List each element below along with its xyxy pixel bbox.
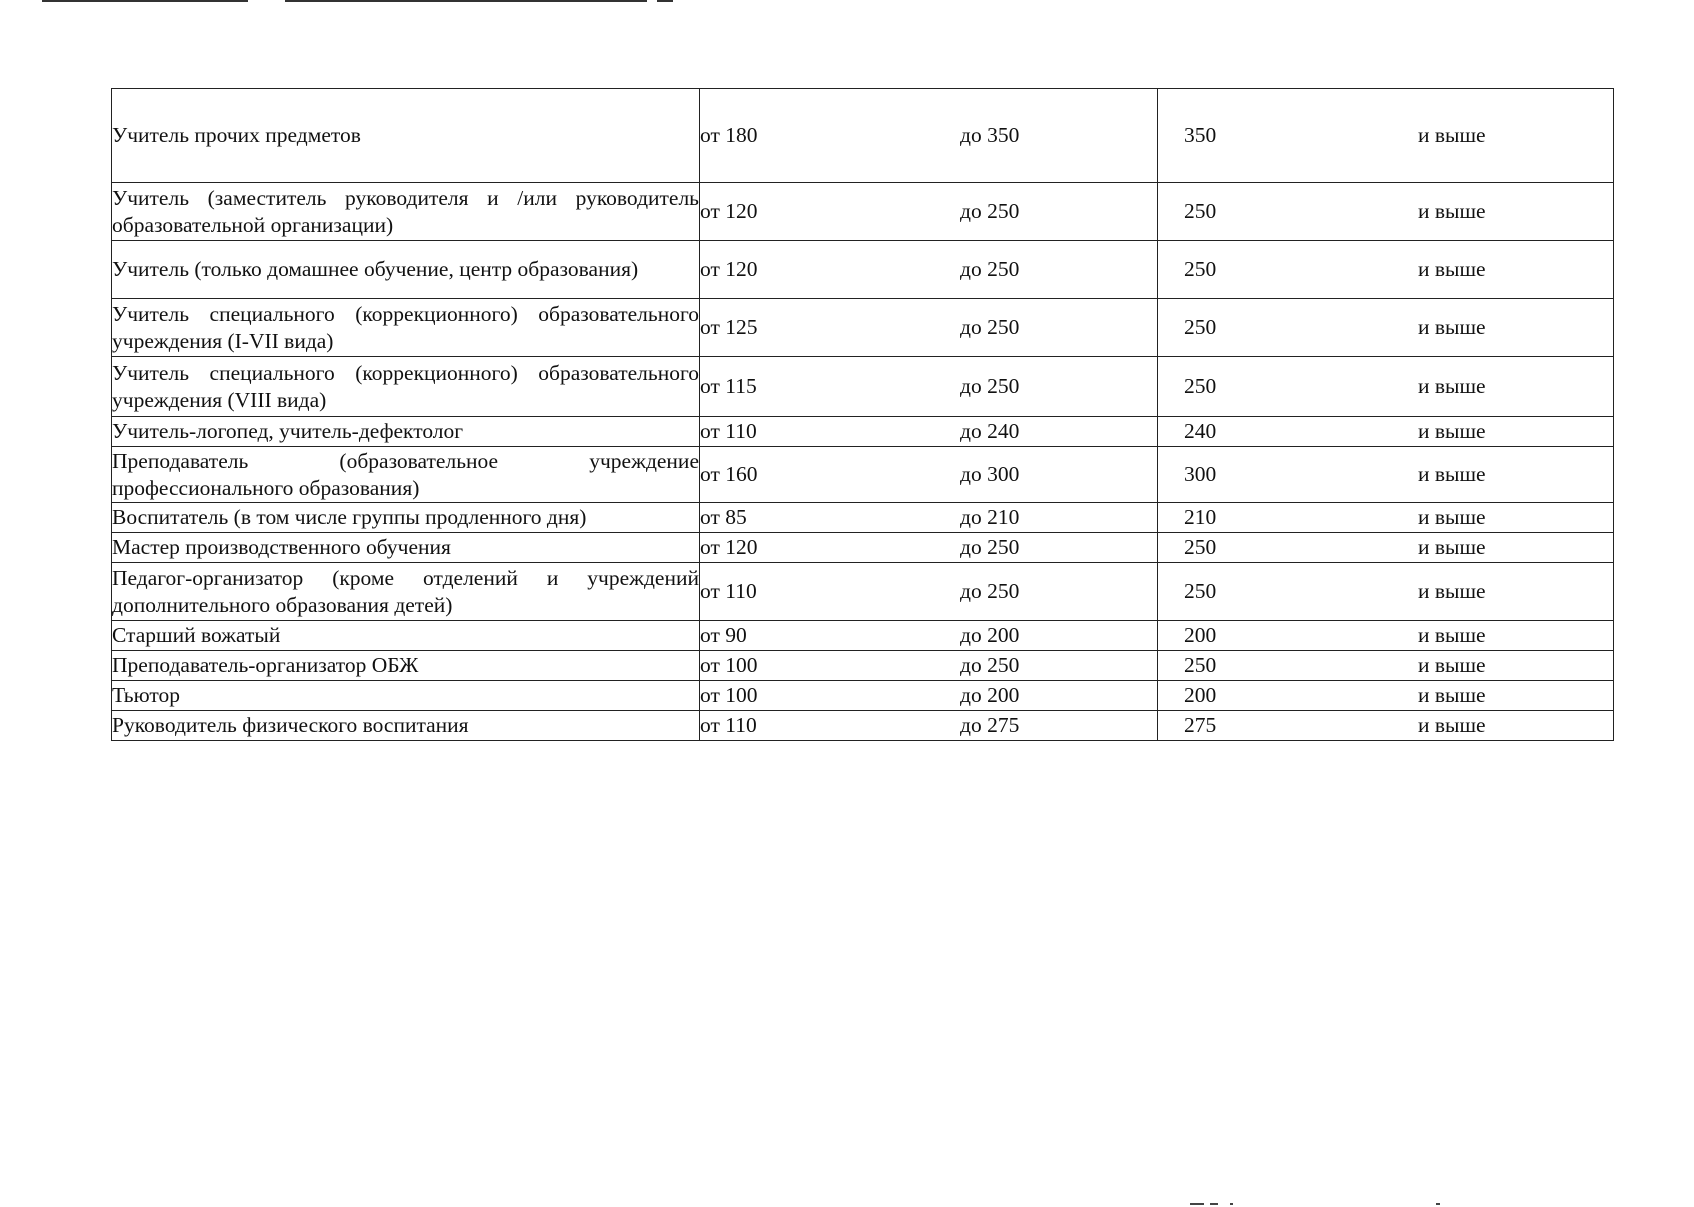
position-name-cell [112,417,700,447]
position-name: Учитель-логопед, учитель-дефектолог [112,419,464,443]
position-name-cell [112,711,700,741]
salary-upto: до 200 [960,683,1020,707]
salary-range-cell [700,681,1158,711]
table-row [112,357,1614,417]
salary-and-higher: и выше [1418,683,1486,707]
salary-table [111,88,1614,741]
salary-high-cell [1158,299,1614,357]
salary-from: от 180 [700,123,758,147]
salary-range-cell [700,447,1158,503]
position-name-cell [112,681,700,711]
salary-and-higher: и выше [1418,419,1486,443]
salary-and-higher: и выше [1418,505,1486,529]
position-name-cell [112,563,700,621]
salary-range-cell [700,711,1158,741]
salary-high-cell [1158,447,1614,503]
salary-and-higher: и выше [1418,653,1486,677]
salary-from: от 100 [700,683,758,707]
salary-and-higher: и выше [1418,623,1486,647]
position-name: Руководитель физического воспитания [112,713,469,737]
salary-range-cell [700,89,1158,183]
table-row [112,563,1614,621]
salary-high-cell [1158,711,1614,741]
salary-min-high: 250 [1184,653,1217,677]
salary-upto: до 300 [960,462,1020,486]
salary-high-cell [1158,357,1614,417]
salary-high-cell [1158,503,1614,533]
salary-range-cell [700,241,1158,299]
salary-range-cell [700,417,1158,447]
salary-upto: до 250 [960,374,1020,398]
salary-high-cell [1158,681,1614,711]
position-name-cell [112,621,700,651]
salary-upto: до 250 [960,199,1020,223]
salary-from: от 110 [700,579,757,603]
scan-artifact-line [657,0,673,2]
table-row [112,681,1614,711]
salary-min-high: 210 [1184,505,1217,529]
position-name-cell [112,183,700,241]
salary-high-cell [1158,241,1614,299]
salary-and-higher: и выше [1418,257,1486,281]
position-name-cell [112,241,700,299]
position-name: Преподаватель (образовательное учреждение профессионального образования) [112,448,699,500]
salary-min-high: 250 [1184,199,1217,223]
salary-min-high: 350 [1184,123,1217,147]
salary-min-high: 250 [1184,257,1217,281]
position-name-cell [112,651,700,681]
salary-min-high: 240 [1184,419,1217,443]
salary-table-body [112,89,1614,741]
salary-range-cell [700,651,1158,681]
salary-from: от 115 [700,374,757,398]
position-name: Учитель прочих предметов [112,123,361,147]
position-name-cell [112,89,700,183]
position-name: Мастер производственного обучения [112,535,451,559]
salary-from: от 120 [700,535,758,559]
salary-range-cell [700,503,1158,533]
salary-from: от 160 [700,462,758,486]
position-name-cell [112,503,700,533]
position-name: Преподаватель-организатор ОБЖ [112,653,419,677]
table-row [112,183,1614,241]
salary-min-high: 200 [1184,683,1217,707]
salary-and-higher: и выше [1418,123,1486,147]
table-row [112,503,1614,533]
salary-from: от 110 [700,713,757,737]
salary-upto: до 210 [960,505,1020,529]
salary-upto: до 200 [960,623,1020,647]
position-name: Учитель специального (коррекционного) образовательного учреждения (I-VII вида) [112,301,699,353]
position-name: Тьютор [112,683,180,707]
scan-artifact-line [42,0,248,2]
salary-from: от 110 [700,419,757,443]
salary-range-cell [700,621,1158,651]
salary-min-high: 200 [1184,623,1217,647]
salary-range-cell [700,357,1158,417]
salary-range-cell [700,533,1158,563]
salary-min-high: 250 [1184,374,1217,398]
table-row [112,711,1614,741]
salary-high-cell [1158,563,1614,621]
scan-artifact-line [285,0,647,2]
salary-min-high: 250 [1184,315,1217,339]
salary-high-cell [1158,533,1614,563]
table-row [112,241,1614,299]
salary-and-higher: и выше [1418,462,1486,486]
salary-and-higher: и выше [1418,535,1486,559]
salary-range-cell [700,563,1158,621]
position-name: Учитель (только домашнее обучение, центр образования) [112,257,639,281]
salary-range-cell [700,183,1158,241]
salary-high-cell [1158,417,1614,447]
salary-high-cell [1158,89,1614,183]
table-row [112,299,1614,357]
salary-upto: до 250 [960,579,1020,603]
table-row [112,417,1614,447]
table-row [112,621,1614,651]
salary-high-cell [1158,621,1614,651]
scan-artifact-marks [1190,1203,1450,1207]
table-row [112,447,1614,503]
salary-upto: до 350 [960,123,1020,147]
salary-from: от 125 [700,315,758,339]
table-row [112,533,1614,563]
table-row [112,89,1614,183]
salary-and-higher: и выше [1418,199,1486,223]
position-name-cell [112,533,700,563]
salary-upto: до 250 [960,315,1020,339]
position-name-cell [112,447,700,503]
salary-and-higher: и выше [1418,579,1486,603]
position-name: Старший вожатый [112,623,281,647]
salary-upto: до 250 [960,535,1020,559]
salary-high-cell [1158,183,1614,241]
salary-and-higher: и выше [1418,315,1486,339]
salary-min-high: 300 [1184,462,1217,486]
salary-upto: до 250 [960,257,1020,281]
salary-min-high: 275 [1184,713,1217,737]
salary-from: от 120 [700,199,758,223]
position-name: Учитель (заместитель руководителя и /или руководитель образовательной организации) [112,185,699,237]
salary-min-high: 250 [1184,535,1217,559]
salary-from: от 120 [700,257,758,281]
salary-and-higher: и выше [1418,713,1486,737]
salary-from: от 85 [700,505,747,529]
salary-range-cell [700,299,1158,357]
salary-from: от 90 [700,623,747,647]
table-row [112,651,1614,681]
position-name-cell [112,357,700,417]
salary-min-high: 250 [1184,579,1217,603]
salary-upto: до 250 [960,653,1020,677]
position-name: Воспитатель (в том числе группы продленного дня) [112,505,587,529]
position-name: Учитель специального (коррекционного) образовательного учреждения (VIII вида) [112,360,699,412]
position-name-cell [112,299,700,357]
salary-high-cell [1158,651,1614,681]
salary-upto: до 240 [960,419,1020,443]
salary-from: от 100 [700,653,758,677]
salary-and-higher: и выше [1418,374,1486,398]
salary-upto: до 275 [960,713,1020,737]
position-name: Педагог-организатор (кроме отделений и учреждений дополнительного образования детей) [112,565,699,617]
